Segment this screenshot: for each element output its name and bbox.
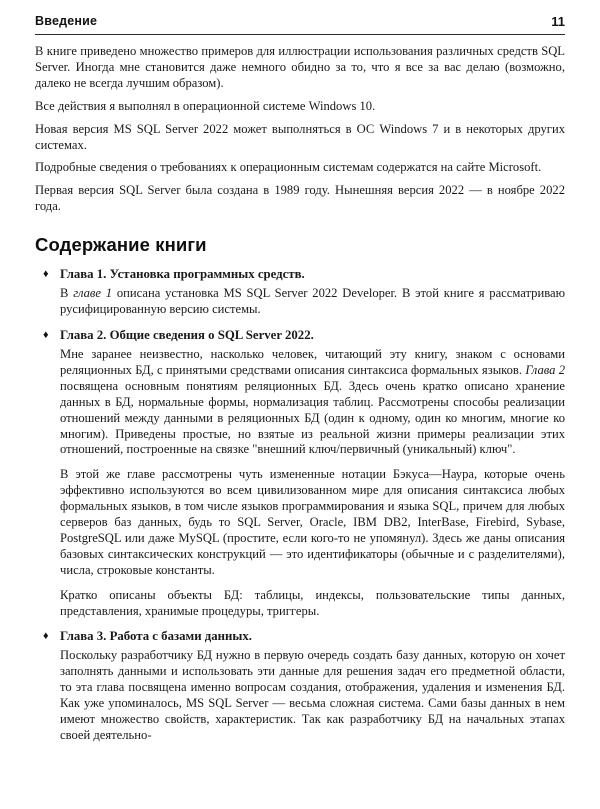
paragraph-text: В [60, 286, 74, 301]
chapter-entry [35, 266, 565, 282]
diamond-bullet-icon: ♦ [43, 328, 49, 341]
paragraph-text: Поскольку разработчику БД нужно в первую очередь создать базу данных, которую он хочет заполнять данными и использовать эти данные для решения задач его предметной области, то эта глава посвящена именно вопросам создания, отображения, удаления и изменения БД. Как уже упоминалось, MS SQL Server — весьма сложная система. Сами базы данных в нем имеют множество свойств, характеристик. Так как разработчику БД на начальных этапах своей деятельно- [60, 648, 565, 742]
chapter-entry [35, 327, 565, 343]
paragraph-text: В этой же главе рассмотрены чуть измененные нотации Бэкуса—Наура, которые очень эффективно используются во всем цивилизованном мире для описания синтаксиса любых формальных языков, в том числе языков программирования и языка SQL, причем для любых серверов баз данных, будь то SQL Server, Oracle, IBM DB2, InterBase, Firebird, Sybase, PostgreSQL или даже MySQL (простите, если кого-то не упомянул). Здесь же даны описания базовых синтаксических конструкций — это идентификаторы (обычные и с разделителями), числа, строковые константы. [60, 467, 565, 577]
running-head-title: Введение [35, 14, 98, 28]
header-divider [35, 34, 565, 35]
chapter-description [35, 588, 565, 620]
intro-paragraphs [35, 44, 565, 215]
chapter-title: Глава 3. Работа с базами данных. [60, 629, 253, 644]
chapter-title: Глава 2. Общие сведения о SQL Server 2022. [60, 327, 314, 342]
diamond-bullet-icon: ♦ [43, 268, 49, 281]
paragraph-text: Мне заранее неизвестно, насколько человек, читающий эту книгу, знаком с основами реляционных БД, с принятыми средствами описания синтаксиса формальных языков. [60, 346, 565, 377]
section-heading: Содержание книги [35, 234, 207, 256]
chapter-description [35, 347, 565, 458]
page-number: 11 [551, 14, 565, 29]
intro-paragraph: В книге приведено множество примеров для иллюстрации использования различных средств SQL Server. Иногда мне становится даже немного обидно за то, что я все за вас делаю (возможно, далеко не всегда лучшим образом). [35, 44, 565, 90]
chapter-description [35, 467, 565, 578]
running-head [35, 14, 565, 38]
chapter-entry [35, 628, 565, 644]
intro-paragraph: Новая версия MS SQL Server 2022 может выполняться в ОС Windows 7 и в некоторых других системах. [35, 121, 565, 152]
chapter-reference-italic: главе 1 [73, 286, 113, 301]
intro-paragraph: Подробные сведения о требованиях к операционным системам содержатся на сайте Microsoft. [35, 160, 542, 175]
chapter-list [35, 266, 565, 744]
intro-paragraph: Первая версия SQL Server была создана в 1989 году. Нынешняя версия 2022 — в ноябре 2022 года. [35, 183, 565, 214]
intro-paragraph: Все действия я выполнял в операционной системе Windows 10. [35, 98, 376, 113]
paragraph-text: описана установка MS SQL Server 2022 Developer. В этой книге я рассматриваю русифицированную версию системы. [60, 286, 565, 317]
text-column [35, 44, 565, 744]
paragraph-text: посвящена основным понятиям реляционных БД. Здесь очень кратко описано хранение данных в БД, нормальные формы, нормализация таблиц. Рассмотрены способы реализации отношений между данными в реляционных БД (один к одному, один ко многим, многие ко многим). Приведены простые, но взятые из реальной жизни примеры реализации этих отношений, построенные на связке "внешний ключ/первичный (уникальный) ключ". [60, 378, 565, 457]
paragraph-text: Кратко описаны объекты БД: таблицы, индексы, пользовательские типы данных, представления, хранимые процедуры, триггеры. [60, 587, 565, 618]
diamond-bullet-icon: ♦ [43, 630, 49, 643]
chapter-description [35, 286, 565, 318]
chapter-reference-italic: Глава 2 [525, 362, 565, 377]
chapter-title: Глава 1. Установка программных средств. [60, 267, 305, 282]
chapter-description [35, 648, 565, 743]
